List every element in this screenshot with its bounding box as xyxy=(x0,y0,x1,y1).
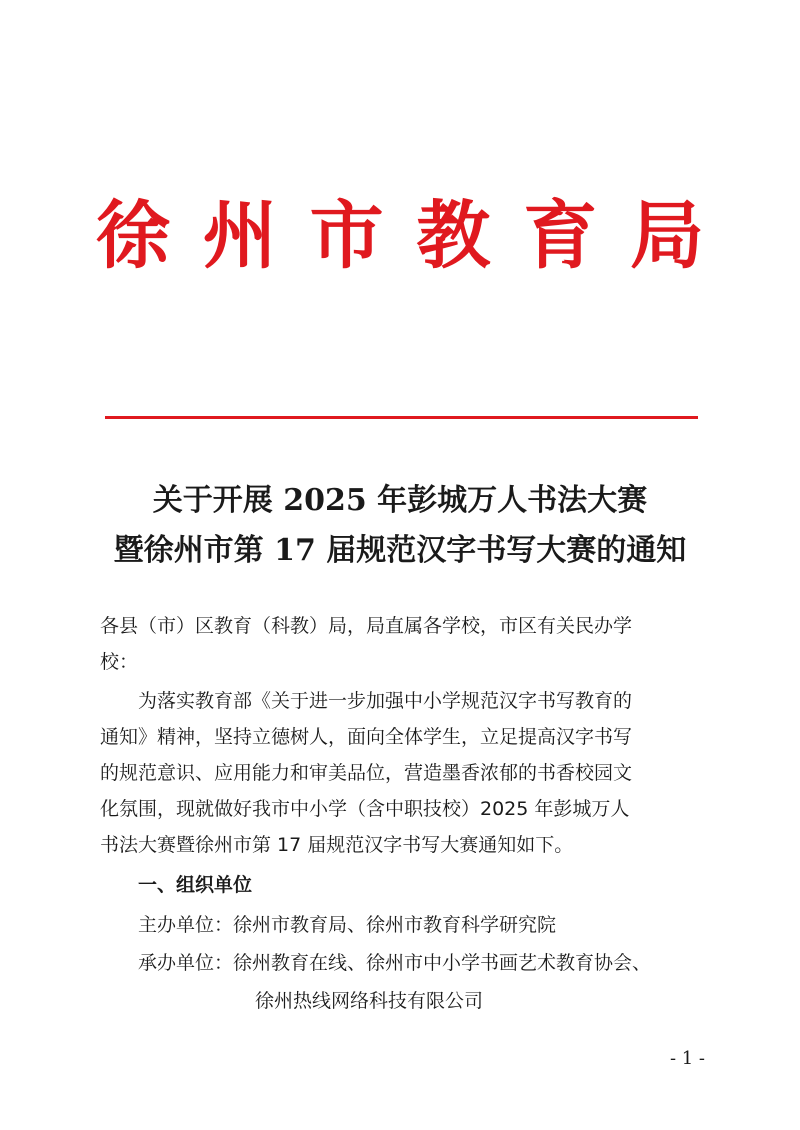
paragraph-line: 通知》精神，坚持立德树人，面向全体学生，立足提高汉字书写 xyxy=(100,726,633,748)
page-number: - 1 - xyxy=(669,1048,705,1069)
addressee-text: 各县（市）区教育（科教）局，局直属各学校，市区有关民办学 xyxy=(100,615,633,637)
organizer-line: 主办单位：徐州市教育局、徐州市教育科学研究院 xyxy=(138,914,557,936)
org-char: 教 xyxy=(416,193,491,279)
issuing-organization-header xyxy=(90,175,710,285)
paragraph-line: 书法大赛暨徐州市第 17 届规范汉字书写大赛通知如下。 xyxy=(100,834,574,856)
paragraph-line: 为落实教育部《关于进一步加强中小学规范汉字书写教育的 xyxy=(138,690,633,712)
coorganizer-line-2: 徐州热线网络科技有限公司 xyxy=(255,990,484,1012)
section-heading: 一、组织单位 xyxy=(138,874,253,896)
paragraph-line: 的规范意识、应用能力和审美品位，营造墨香浓郁的书香校园文 xyxy=(100,762,633,784)
document-title-line-1: 关于开展 2025 年彭城万人书法大赛 xyxy=(152,483,648,518)
coorganizer-line-1: 承办单位：徐州教育在线、徐州市中小学书画艺术教育协会、 xyxy=(138,952,652,974)
addressee-line-2: 校： xyxy=(100,651,139,673)
org-char: 育 xyxy=(523,193,598,279)
document-title-line-2: 暨徐州市第 17 届规范汉字书写大赛的通知 xyxy=(113,533,687,568)
org-char: 市 xyxy=(309,193,384,279)
org-char: 徐 xyxy=(96,193,170,279)
red-divider-line xyxy=(105,416,698,419)
addressee-line-1 xyxy=(100,608,705,644)
org-char: 局 xyxy=(629,193,704,279)
paragraph-line: 化氛围，现就做好我市中小学（含中职技校）2025 年彭城万人 xyxy=(100,798,630,820)
org-char: 州 xyxy=(202,193,277,279)
